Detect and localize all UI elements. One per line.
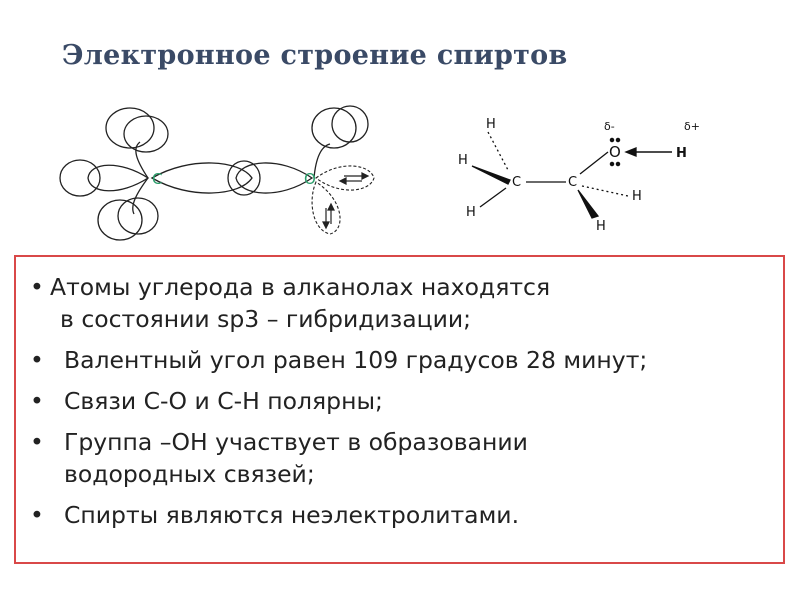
point-4-line-1: Группа –ОН участвует в образовании bbox=[64, 428, 528, 456]
bullet-icon: • bbox=[30, 273, 44, 301]
delta-plus-label: δ+ bbox=[684, 120, 700, 133]
atom-h-bottom: H bbox=[596, 219, 606, 234]
properties-list bbox=[16, 271, 783, 540]
ethanol-structure bbox=[440, 110, 780, 235]
overlap-ellipse bbox=[228, 161, 260, 195]
list-item bbox=[16, 344, 783, 376]
co-lobe-c bbox=[152, 163, 252, 193]
atom-c1: C bbox=[512, 175, 522, 190]
c-lobe-down bbox=[133, 178, 148, 214]
bullet-icon: • bbox=[30, 428, 44, 456]
bullet-icon: • bbox=[30, 501, 44, 529]
list-item bbox=[16, 426, 783, 490]
o-lobe-up bbox=[314, 144, 330, 178]
list-item bbox=[16, 271, 783, 335]
co-lobe-o bbox=[236, 163, 312, 193]
atom-c2: C bbox=[568, 175, 578, 190]
properties-box bbox=[14, 255, 785, 564]
atom-h-right: H bbox=[632, 189, 642, 204]
point-5: Спирты являются неэлектролитами. bbox=[64, 501, 520, 529]
o-orbital-top-2 bbox=[332, 106, 368, 142]
point-2: Валентный угол равен 109 градусов 28 минут; bbox=[64, 346, 648, 374]
c-orbital-left-1 bbox=[60, 160, 100, 196]
point-1-line-1: Атомы углерода в алканолах находятся bbox=[50, 273, 551, 301]
atom-h-hydroxyl: H bbox=[676, 146, 687, 161]
atom-oxygen: O bbox=[609, 143, 621, 161]
point-1-line-2: в состоянии sp3 – гибридизации; bbox=[60, 305, 472, 333]
c-orbital-bottom-2 bbox=[118, 198, 158, 234]
c-orbital-top-1 bbox=[106, 108, 154, 148]
bullet-icon: • bbox=[30, 387, 44, 415]
delta-minus-label: δ- bbox=[604, 120, 615, 133]
atom-h-left: H bbox=[458, 153, 468, 168]
slide-title: Электронное строение спиртов bbox=[62, 40, 568, 71]
list-item bbox=[16, 499, 783, 531]
point-4-line-2: водородных связей; bbox=[64, 460, 315, 488]
point-3: Связи С-О и С-Н полярны; bbox=[64, 387, 383, 415]
bullet-icon: • bbox=[30, 346, 44, 374]
oxygen-label: O bbox=[304, 170, 316, 188]
orbital-diagram bbox=[40, 90, 380, 250]
atom-h-bottom-left: H bbox=[466, 205, 476, 220]
atom-h-top: H bbox=[486, 117, 496, 132]
carbon-label: C bbox=[152, 170, 163, 188]
list-item bbox=[16, 385, 783, 417]
c-orbital-top-2 bbox=[124, 116, 168, 152]
